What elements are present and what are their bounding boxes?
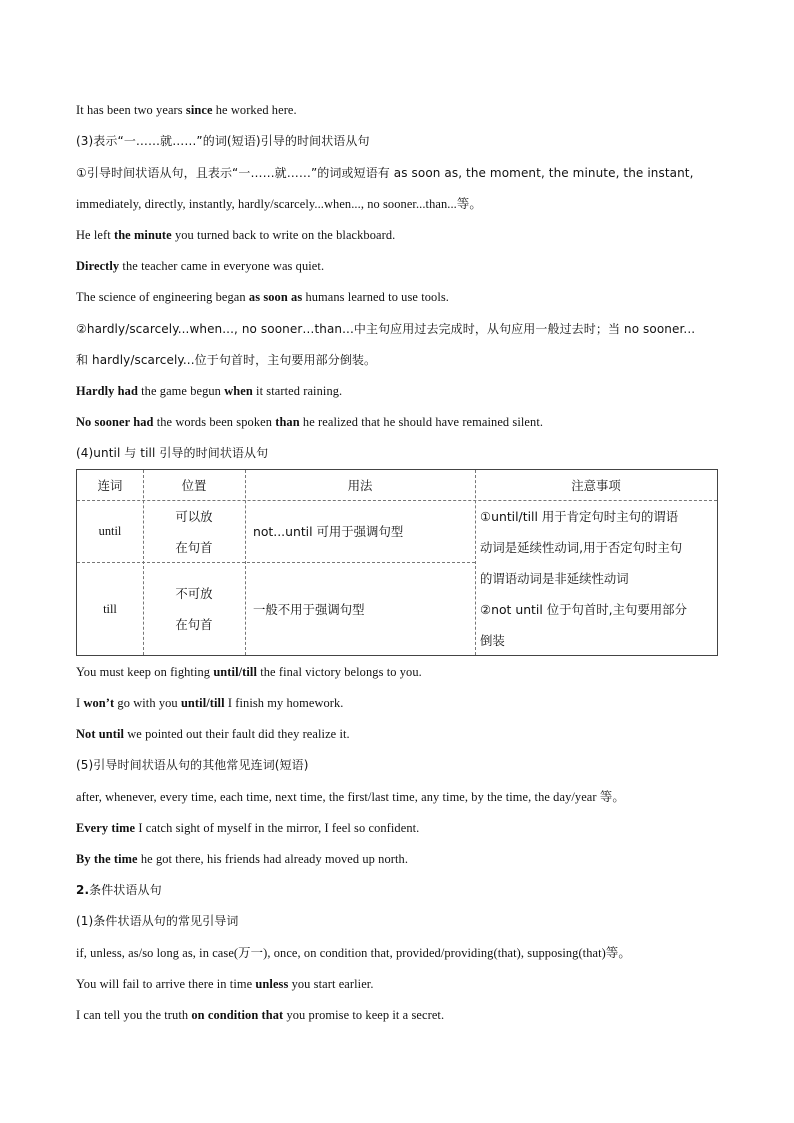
example-by-the-time: By the time he got there, his friends had already moved up north. — [76, 852, 409, 866]
example-as-soon-as: The science of engineering began as soon as humans learned to use tools. — [76, 290, 449, 304]
example-since: It has been two years since he worked here. — [76, 103, 297, 117]
example-every-time: Every time I catch sight of myself in the mirror, I feel so confident. — [76, 821, 420, 835]
example-the-minute: He left the minute you turned back to write on the blackboard. — [76, 228, 396, 242]
section-heading-4: (4)until 与 till 引导的时间状语从句 — [76, 446, 269, 460]
until-till-table — [76, 469, 718, 656]
example-on-condition-that: I can tell you the truth on condition that you promise to keep it a secret. — [76, 1008, 445, 1022]
table-note-line: ①until/till 用于肯定句时主句的谓语 — [480, 509, 679, 524]
conjunction-list: after, whenever, every time, each time, next time, the first/last time, any time, by the time, the day/year 等。 — [76, 790, 625, 804]
table-cell-till: till — [103, 602, 117, 616]
rule-2-line-1: ②hardly/scarcely...when..., no sooner…than...中主句应用过去完成时，从句应用一般过去时；当 no sooner... — [76, 322, 696, 336]
example-wont-until: I won’t go with you until/till I finish my homework. — [76, 696, 344, 710]
table-note-line: 动词是延续性动词,用于否定句时主句 — [480, 540, 683, 555]
rule-1-line-1: ①引导时间状语从句，且表示“一……就……”的词或短语有 as soon as, the moment, the minute, the instant, — [76, 166, 694, 180]
section-heading-condition: 2.条件状语从句 — [76, 883, 162, 897]
table-header-position: 位置 — [181, 478, 207, 493]
table-cell-position: 在句首 — [175, 617, 213, 632]
table-cell-position: 在句首 — [175, 540, 213, 555]
table-note-line: 的谓语动词是非延续性动词 — [480, 571, 629, 586]
example-directly: Directly the teacher came in everyone was quiet. — [76, 259, 325, 273]
table-cell-position: 可以放 — [175, 509, 213, 524]
table-cell-until: until — [98, 524, 122, 538]
table-header-conj: 连词 — [97, 478, 123, 493]
section-heading-5: (5)引导时间状语从句的其他常见连词(短语) — [76, 758, 309, 772]
table-cell-usage: 一般不用于强调句型 — [253, 602, 365, 617]
condition-conjunction-list: if, unless, as/so long as, in case(万一), once, on condition that, provided/providing(that), supposing(that)等。 — [76, 946, 631, 960]
table-cell-position: 不可放 — [175, 586, 213, 601]
table-note-line: ②not until 位于句首时,主句要用部分 — [480, 602, 687, 617]
table-header-usage: 用法 — [347, 478, 373, 493]
example-unless: You will fail to arrive there in time unless you start earlier. — [76, 977, 374, 991]
rule-2-line-2: 和 hardly/scarcely...位于句首时，主句要用部分倒装。 — [76, 353, 377, 367]
table-cell-usage: not...until 可用于强调句型 — [253, 524, 404, 539]
example-not-until: Not until we pointed out their fault did they realize it. — [76, 727, 350, 741]
example-hardly-had: Hardly had the game begun when it started raining. — [76, 384, 343, 398]
section-heading-3: (3)表示“一……就……”的词(短语)引导的时间状语从句 — [76, 134, 370, 148]
subsection-heading-1: (1)条件状语从句的常见引导词 — [76, 914, 239, 928]
example-no-sooner: No sooner had the words been spoken than he realized that he should have remained silent. — [76, 415, 544, 429]
rule-1-line-2: immediately, directly, instantly, hardly/scarcely...when..., no sooner...than...等。 — [76, 197, 482, 211]
table-divider — [77, 562, 475, 563]
example-until-till: You must keep on fighting until/till the final victory belongs to you. — [76, 665, 422, 679]
table-note-line: 倒装 — [480, 633, 505, 648]
table-header-notes: 注意事项 — [571, 478, 621, 493]
